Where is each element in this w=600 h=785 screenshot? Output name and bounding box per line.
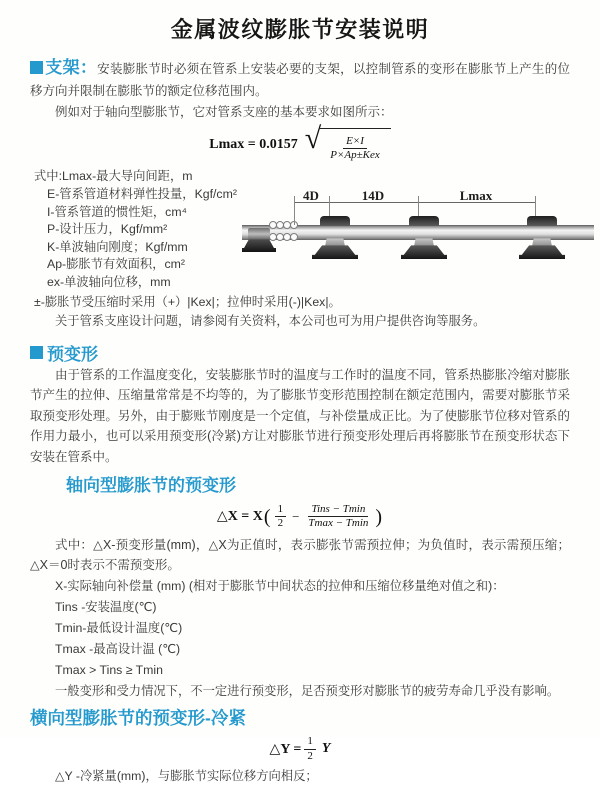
variable-line: ex-单波轴向位移，mm (47, 274, 171, 289)
one-half-fraction (304, 735, 316, 762)
anchor-support-base (242, 239, 276, 252)
support-base (401, 245, 447, 259)
axial-note: Tmax -最高设计温 (℃) (55, 642, 181, 657)
axial-subsection-header: 轴向型膨胀节的预变形 (66, 476, 236, 496)
sqrt-radical (304, 122, 391, 162)
axial-note: 式中：△X-预变形量(mm)，△X为正值时，表示膨张节需预拉伸；为负值时，表示需预压缩；△X＝0时表示不需预变形。 (30, 538, 570, 573)
axial-formula (30, 503, 570, 530)
temperature-denominator: Tmax − Tmin (308, 517, 369, 530)
half-numerator: 1 (275, 503, 287, 517)
section-bullet-icon (30, 61, 43, 74)
document-body (30, 57, 570, 785)
variable-line: E-管系管道材料弹性投量，Kgf/cm² (47, 186, 237, 201)
support-section-label: 支架： (45, 58, 98, 77)
anchor-support-clamp (248, 228, 270, 240)
sqrt-radicand (319, 128, 391, 162)
predeform-section-header (30, 340, 570, 365)
consult-note: 关于管系支座设计问题，请参阅有关资料，本公司也可为用户提供咨询等服务。 (55, 314, 486, 329)
predeform-section-label: 预变形 (47, 344, 98, 364)
support-intro-paragraph (30, 57, 570, 102)
variable-line: 式中:Lmax-最大导向间距，m (34, 169, 193, 184)
dimension-tick (294, 196, 295, 225)
half-denominator: 2 (277, 517, 284, 530)
lmax-formula-lhs: Lmax = 0.0157 (209, 137, 298, 153)
axial-note: 一般变形和受力情况下，不一定进行预变形，足否预变形对膨胀节的疲劳寿命几乎没有影响。 (55, 684, 560, 699)
temperature-fraction (305, 503, 371, 530)
half-numerator: 1 (304, 735, 316, 749)
support-clamp (409, 216, 439, 226)
half-denominator: 2 (307, 749, 313, 762)
support-base (312, 245, 358, 259)
variable-line: K-单波轴向刚度；Kgf/mm (47, 239, 188, 254)
support-neck (325, 238, 345, 246)
axial-note: X-实际轴向补偿量 (mm) (相对于膨胀节中间状态的拉伸和压缩位移量绝对值之和)： (55, 579, 505, 594)
variable-line: Ap-膨胀节有效面积，cm² (47, 257, 185, 272)
temperature-numerator: Tins − Tmin (308, 503, 368, 517)
axial-formula-lead: △X = X (216, 509, 263, 525)
support-neck (532, 238, 552, 246)
variable-line: I-管系管道的惯性矩，cm⁴ (47, 204, 187, 219)
page-title: 金属波纹膨胀节安装说明 (170, 17, 430, 42)
support-neck (414, 238, 434, 246)
open-paren: ( (263, 505, 271, 528)
lateral-subsection-header: 横向型膨胀节的预变形-冷紧 (30, 708, 246, 729)
lmax-fraction (327, 135, 383, 162)
lateral-formula-tail: Y (321, 741, 331, 757)
predeform-paragraph: 由于管系的工作温度变化，安装膨胀节时的温度与工作时的温度不同，管系热膨胀冷缩对膨胀节产生的拉伸、压缩量常常是不均等的，为了膨胀节变形范围控制在额定范围内，需要对膨胀节采取预变形处理。另外，由于膨账节刚度是一个定值，与补偿量成正比。为了使膨胀节位移对管系的作用力最小，也可以采用预变形(冷紧)方让对膨胀节进行预变形处理后再将膨胀节在预变形状态下安装在管系中。 (30, 367, 570, 464)
lmax-fraction-denominator: P×Ap±Kex (330, 149, 380, 162)
sqrt-symbol-icon: √ (304, 122, 322, 155)
support-clamp (527, 216, 557, 226)
lmax-formula (30, 122, 570, 162)
dimension-label-4d: 4D (303, 188, 319, 204)
close-paren: ) (375, 505, 383, 528)
dimension-label-lmax: Lmax (459, 188, 493, 204)
lateral-note: △Y -冷紧量(mm)，与膨胀节实际位移方向相反； (55, 768, 318, 783)
support-intro-text: 安装膨胀节时必须在管系上安装必要的支架，以控制管系的变形在膨胀节上产生的位移方向并限制在膨胀节的额定位移范围内。 (30, 62, 570, 98)
one-half-fraction (275, 503, 287, 530)
support-example-line: 例如对于轴向型膨胀节，它对管系支座的基本要求如图所示： (55, 105, 393, 119)
lmax-fraction-numerator: E×I (343, 135, 367, 149)
section-bullet-icon (30, 346, 43, 359)
variable-line: P-设计压力，Kgf/mm² (47, 222, 168, 237)
minus-operator: − (292, 508, 300, 524)
support-section-header (30, 58, 97, 77)
support-clamp (320, 216, 350, 226)
axial-note: Tmin-最低设计温度(℃) (55, 621, 183, 636)
dimension-label-14d: 14D (361, 188, 385, 204)
plusminus-note: ±-膨胀节受压缩时采用（+）|Kex|；拉伸时采用(-)|Kex|。 (34, 294, 341, 309)
lateral-formula (30, 735, 570, 762)
axial-note: Tmax > Tins ≥ Tmin (55, 663, 163, 678)
pipe-support-diagram (242, 188, 597, 272)
support-base (519, 245, 565, 259)
lateral-formula-lead: △Y = (269, 741, 302, 757)
axial-note: Tins -安装温度(℃) (55, 600, 157, 615)
variables-and-diagram (30, 168, 570, 291)
